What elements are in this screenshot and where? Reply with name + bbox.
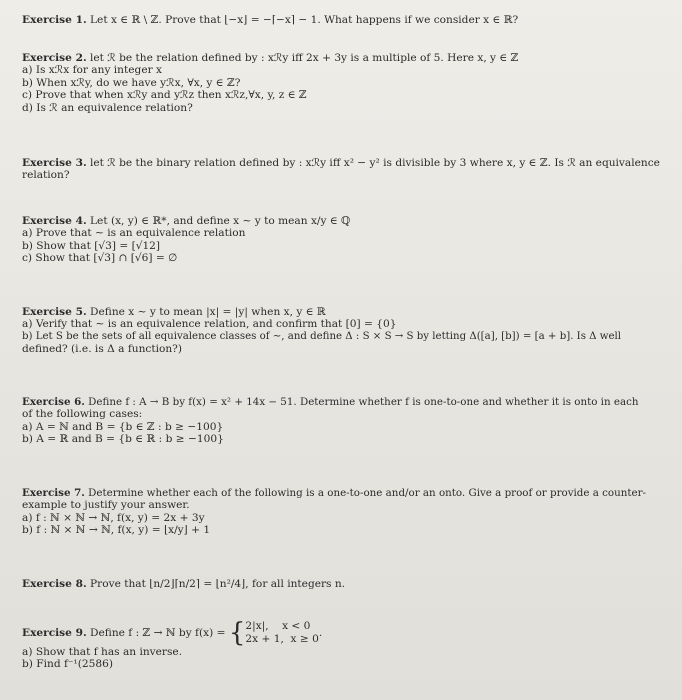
exercise-7-title: Exercise 7. — [22, 487, 85, 499]
exercise-5-part-a: a) Verify that ∼ is an equivalence relation, and confirm that [0] = {0} — [22, 318, 397, 331]
exercise-2-part-b: b) When xℛy, do we have yℛx, ∀x, y ∈ ℤ? — [22, 76, 241, 89]
exercise-4-title: Exercise 4. — [22, 215, 87, 227]
exercise-7-text-cont: example to justify your answer. — [22, 499, 190, 512]
exercise-4-part-a: a) Prove that ∼ is an equivalence relation — [22, 227, 246, 240]
exercise-2-part-a: a) Is xℛx for any integer x — [22, 64, 162, 77]
exercise-9-part-b: b) Find f⁻¹(2586) — [22, 658, 113, 671]
left-brace: { — [228, 618, 246, 648]
exercise-1-text: Let x ∈ ℝ \ ℤ. Prove that ⌊−x⌋ = −⌈−x⌉ − 1. What happens if we consider x ∈ ℝ? — [90, 14, 519, 26]
exercise-5-text: Define x ∼ y to mean |x| = |y| when x, y ∈ ℝ — [90, 306, 326, 318]
exercise-2-part-d: d) Is ℛ an equivalence relation? — [22, 101, 193, 114]
piecewise-cases — [245, 620, 319, 646]
exercise-6-text: Define f : A → B by f(x) = x² + 14x − 51. Determine whether f is one-to-one and whether it is onto in each — [88, 396, 639, 408]
exercise-5-title: Exercise 5. — [22, 306, 87, 318]
exercise-2-part-c: c) Prove that when xℛy and yℛz then xℛz,∀x, y, z ∈ ℤ — [22, 89, 307, 102]
exercise-8 — [22, 578, 662, 590]
exercise-1 — [22, 14, 662, 26]
exercise-7-part-b: b) f : ℕ × ℕ → ℕ, f(x, y) = ⌊x/y⌋ + 1 — [22, 524, 211, 537]
exercise-2 — [22, 52, 662, 114]
exercise-5-part-b-cont: defined? (i.e. is Δ a function?) — [22, 343, 182, 356]
exercise-3-title: Exercise 3. — [22, 157, 87, 169]
exercise-3 — [22, 157, 662, 182]
exercise-4 — [22, 215, 662, 265]
exercise-7 — [22, 487, 662, 537]
exercise-6-part-b: b) A = ℝ and B = {b ∈ ℝ : b ≥ −100} — [22, 433, 224, 446]
case-negative: 2|x|, x < 0 — [245, 620, 311, 632]
exercise-5 — [22, 306, 662, 356]
exercise-2-title: Exercise 2. — [22, 52, 87, 64]
exercise-6-title: Exercise 6. — [22, 396, 85, 408]
exercise-9-part-a: a) Show that f has an inverse. — [22, 646, 183, 658]
exercise-1-title: Exercise 1. — [22, 14, 87, 26]
exercise-3-text: let ℛ be the binary relation defined by : xℛy iff x² − y² is divisible by 3 where x, y ∈ ℤ. Is ℛ an equivalence — [90, 157, 660, 169]
exercise-2-text: let ℛ be the relation defined by : xℛy iff 2x + 3y is a multiple of 5. Here x, y ∈ ℤ — [90, 52, 519, 64]
exercise-4-part-b: b) Show that [√3] = [√12] — [22, 239, 161, 252]
case-nonnegative: 2x + 1, x ≥ 0 — [245, 633, 319, 645]
exercise-3-text-cont: relation? — [22, 169, 70, 182]
exercise-4-text: Let (x, y) ∈ ℝ*, and define x ∼ y to mean x/y ∈ ℚ — [90, 215, 351, 227]
exercise-7-part-a: a) f : ℕ × ℕ → ℕ, f(x, y) = 2x + 3y — [22, 511, 205, 524]
exercise-9-text: Define f : ℤ → ℕ by f(x) = — [90, 627, 226, 639]
exercise-9 — [22, 620, 662, 671]
exercise-6-part-a: a) A = ℕ and B = {b ∈ ℤ : b ≥ −100} — [22, 420, 224, 433]
exercise-8-text: Prove that ⌊n/2⌋⌈n/2⌉ = ⌊n²/4⌋, for all integers n. — [90, 578, 346, 590]
exercise-8-title: Exercise 8. — [22, 578, 87, 590]
exercise-5-part-b: b) Let S be the sets of all equivalence classes of ∼, and define Δ : S × S → S by letting Δ([a], [b]) = [a + b]. Is Δ well — [22, 330, 622, 342]
exercise-6 — [22, 396, 662, 446]
exercise-9-title: Exercise 9. — [22, 627, 87, 639]
exercise-6-text-cont: of the following cases: — [22, 408, 143, 421]
exercise-4-part-c: c) Show that [√3] ∩ [√6] = ∅ — [22, 252, 178, 265]
exercise-7-text: Determine whether each of the following is a one-to-one and/or an onto. Give a proof or provide a counter- — [88, 487, 647, 499]
exercise-9-period: . — [318, 627, 323, 639]
